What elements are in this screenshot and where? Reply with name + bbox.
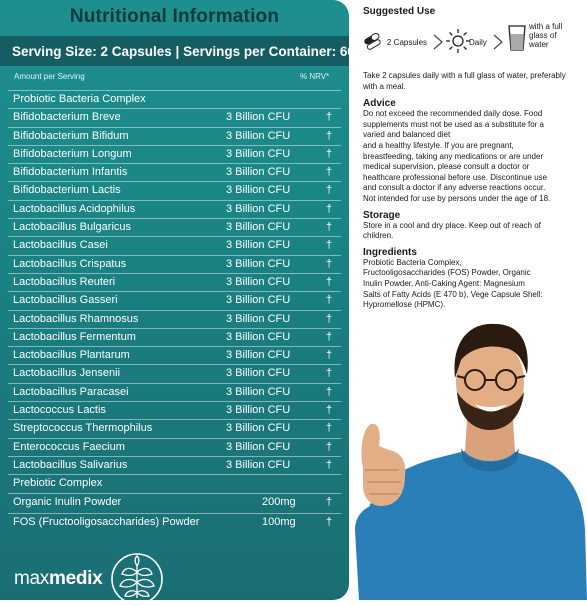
advice-line: supplements must not be used as a substitute for a: [363, 119, 544, 129]
table-row: [8, 474, 341, 492]
nutrient-amount: 3 Billion CFU: [226, 221, 291, 234]
nrv-mark: †: [326, 239, 333, 252]
info-column: [363, 0, 585, 311]
table-row: [8, 273, 341, 291]
nrv-mark: †: [326, 275, 333, 288]
nrv-mark: †: [326, 458, 333, 471]
nutrient-amount: 3 Billion CFU: [226, 404, 291, 417]
nutrient-name: Bifidobacterium Breve: [13, 111, 121, 124]
brand-logo: [14, 552, 170, 606]
step3-line: glass of: [529, 31, 557, 40]
advice-line: Do not exceed the recommended daily dose. Food: [363, 109, 543, 119]
advice-text: [363, 109, 585, 204]
nrv-mark: †: [326, 330, 333, 343]
nutrient-name: Lactobacillus Bulgaricus: [13, 221, 132, 234]
nutrient-name: Bifidobacterium Bifidum: [13, 129, 129, 142]
storage-heading: Storage: [363, 209, 401, 221]
table-row: [8, 419, 341, 437]
nutrient-name: Lactobacillus Casei: [13, 239, 108, 252]
step3-line: with a full: [529, 22, 563, 31]
nutrient-name: FOS (Fructooligosaccharides) Powder: [13, 515, 200, 528]
nutrient-amount: 3 Billion CFU: [226, 257, 291, 270]
nutrient-name: Bifidobacterium Longum: [13, 147, 132, 160]
nutrient-amount: 3 Billion CFU: [226, 330, 291, 343]
advice-line: varied and balanced diet: [363, 130, 451, 140]
table-row: [8, 401, 341, 419]
serving-bar: [0, 36, 355, 66]
nrv-mark: †: [326, 166, 333, 179]
nutrient-amount: 3 Billion CFU: [226, 367, 291, 380]
table-row: [8, 200, 341, 218]
nrv-mark: †: [326, 221, 333, 234]
table-row: [8, 145, 341, 163]
nrv-label: % NRV*: [300, 72, 330, 81]
title-bar: [0, 0, 349, 34]
nutrient-name: Lactobacillus Rhamnosus: [13, 312, 139, 325]
step3-label: [529, 22, 562, 49]
nutrient-name: Organic Inulin Powder: [13, 495, 122, 508]
table-row: [8, 181, 341, 199]
smiling-man-thumbs-up-image: [349, 300, 587, 600]
nutrient-name: Bifidobacterium Lactis: [13, 184, 121, 197]
advice-heading: Advice: [363, 98, 396, 110]
nutrient-name: Lactobacillus Plantarum: [13, 349, 130, 362]
nutrient-name: Bifidobacterium Infantis: [13, 166, 128, 179]
nutrient-amount: 3 Billion CFU: [226, 422, 291, 435]
table-row: [8, 127, 341, 145]
storage-text: [363, 221, 585, 242]
nrv-mark: †: [326, 129, 333, 142]
ingredients-line: Hypromellose (HPMC).: [363, 300, 446, 310]
nutrient-name: Enterococcus Faecium: [13, 440, 125, 453]
nrv-mark: †: [326, 111, 333, 124]
nutrient-amount: 3 Billion CFU: [226, 385, 291, 398]
nutrient-name: Lactococcus Lactis: [13, 404, 106, 417]
table-row: [8, 236, 341, 254]
ingredients-heading: Ingredients: [363, 246, 417, 258]
table-row: [8, 255, 341, 273]
nrv-mark: †: [326, 422, 333, 435]
table-row: [8, 364, 341, 382]
nrv-mark: †: [326, 312, 333, 325]
nutrient-amount: 3 Billion CFU: [226, 239, 291, 252]
nutrient-amount: 3 Billion CFU: [226, 184, 291, 197]
table-header: [0, 66, 349, 90]
advice-line: healthcare professional before use. Discontinue use: [363, 172, 548, 182]
table-row: [8, 438, 341, 456]
advice-line: breastfeeding, taking any medications or are under: [363, 151, 544, 161]
table-row: [8, 218, 341, 236]
nrv-mark: †: [326, 202, 333, 215]
nutrient-name: Lactobacillus Fermentum: [13, 330, 136, 343]
storage-line: Store in a cool and dry place. Keep out of reach of: [363, 220, 541, 230]
table-row: [8, 90, 341, 108]
usage-steps: [363, 20, 585, 70]
chevron-right-icon: [489, 33, 507, 51]
table-row: [8, 513, 341, 533]
table-row: [8, 291, 341, 309]
nutrient-amount: 3 Billion CFU: [226, 129, 291, 142]
leaf-emblem-icon: [110, 552, 164, 606]
nutrient-name: Lactobacillus Salivarius: [13, 458, 128, 471]
table-row: [8, 383, 341, 401]
ingredients-line: Fructooligosaccharides (FOS) Powder, Organic: [363, 268, 531, 278]
nutrient-amount: 3 Billion CFU: [226, 294, 291, 307]
table-row: [8, 493, 341, 513]
brand-prefix: max: [14, 568, 49, 589]
nrv-mark: †: [326, 404, 333, 417]
step3-line: water: [529, 40, 549, 49]
ingredients-line: Inulin Powder, Anti-Caking Agent: Magnesium: [363, 278, 525, 288]
nrv-mark: †: [326, 495, 333, 508]
table-row: [8, 346, 341, 364]
advice-line: medical supervision, please consult a doctor or: [363, 162, 530, 172]
nutrient-name: Probiotic Bacteria Complex: [13, 93, 146, 105]
nrv-mark: †: [326, 349, 333, 362]
nutrient-amount: 3 Billion CFU: [226, 349, 291, 362]
nutrient-name: Lactobacillus Reuteri: [13, 275, 116, 288]
table-row: [8, 163, 341, 181]
ingredients-line: Probiotic Bacteria Complex,: [363, 257, 462, 267]
advice-line: and a healthy lifestyle. If you are pregnant,: [363, 140, 514, 150]
nutrient-amount: 3 Billion CFU: [226, 111, 291, 124]
nutrient-amount: 3 Billion CFU: [226, 440, 291, 453]
nrv-mark: †: [326, 147, 333, 160]
amount-label: Amount per Serving: [14, 72, 85, 81]
nutrient-amount: 3 Billion CFU: [226, 147, 291, 160]
serving-info: Serving Size: 2 Capsules | Servings per Container: 60: [12, 43, 355, 59]
nrv-mark: †: [326, 294, 333, 307]
nutrient-name: Prebiotic Complex: [13, 477, 103, 490]
water-glass-icon: [507, 24, 527, 52]
brand-suffix: medix: [49, 568, 103, 589]
step1-label: 2 Capsules: [387, 38, 428, 47]
advice-line: Not intended for use by persons under the age of 18.: [363, 193, 551, 203]
nutrient-table: [0, 90, 349, 533]
nutrient-amount: 3 Billion CFU: [226, 202, 291, 215]
usage-heading: Suggested Use: [363, 6, 436, 17]
table-row: [8, 456, 341, 474]
nrv-mark: †: [326, 385, 333, 398]
nutrient-name: Lactobacillus Paracasei: [13, 385, 129, 398]
nutrient-name: Lactobacillus Acidophilus: [13, 202, 136, 215]
nrv-mark: †: [326, 184, 333, 197]
nutrient-amount: 3 Billion CFU: [226, 275, 291, 288]
capsules-icon: [363, 32, 385, 50]
ingredients-line: Salts of Fatty Acids (E 470 b), Vege Capsule Shell:: [363, 289, 543, 299]
panel-title: Nutritional Information: [69, 6, 280, 27]
nutrient-name: Streptococcus Thermophilus: [13, 422, 153, 435]
nutrient-name: Lactobacillus Jensenii: [13, 367, 121, 380]
table-row: [8, 310, 341, 328]
nrv-mark: †: [326, 515, 333, 528]
brand-name: [14, 568, 102, 590]
table-row: [8, 328, 341, 346]
storage-line: children.: [363, 231, 394, 241]
nrv-mark: †: [326, 257, 333, 270]
table-row: [8, 108, 341, 126]
nutrient-amount: 3 Billion CFU: [226, 312, 291, 325]
nutrient-amount: 200mg: [262, 495, 296, 508]
nutrient-amount: 3 Billion CFU: [226, 166, 291, 179]
nutrient-name: Lactobacillus Gasseri: [13, 294, 118, 307]
trademark: ™: [164, 600, 171, 606]
nutrient-name: Lactobacillus Crispatus: [13, 257, 127, 270]
nutrient-amount: 100mg: [262, 515, 296, 528]
nrv-mark: †: [326, 440, 333, 453]
step2-label: Daily: [469, 38, 487, 47]
nrv-mark: †: [326, 367, 333, 380]
usage-text: Take 2 capsules daily with a full glass of water, preferably with a meal.: [363, 71, 566, 91]
sun-icon: [445, 28, 471, 54]
advice-line: and consult a doctor if any adverse reactions occur.: [363, 183, 546, 193]
nutrient-amount: 3 Billion CFU: [226, 458, 291, 471]
